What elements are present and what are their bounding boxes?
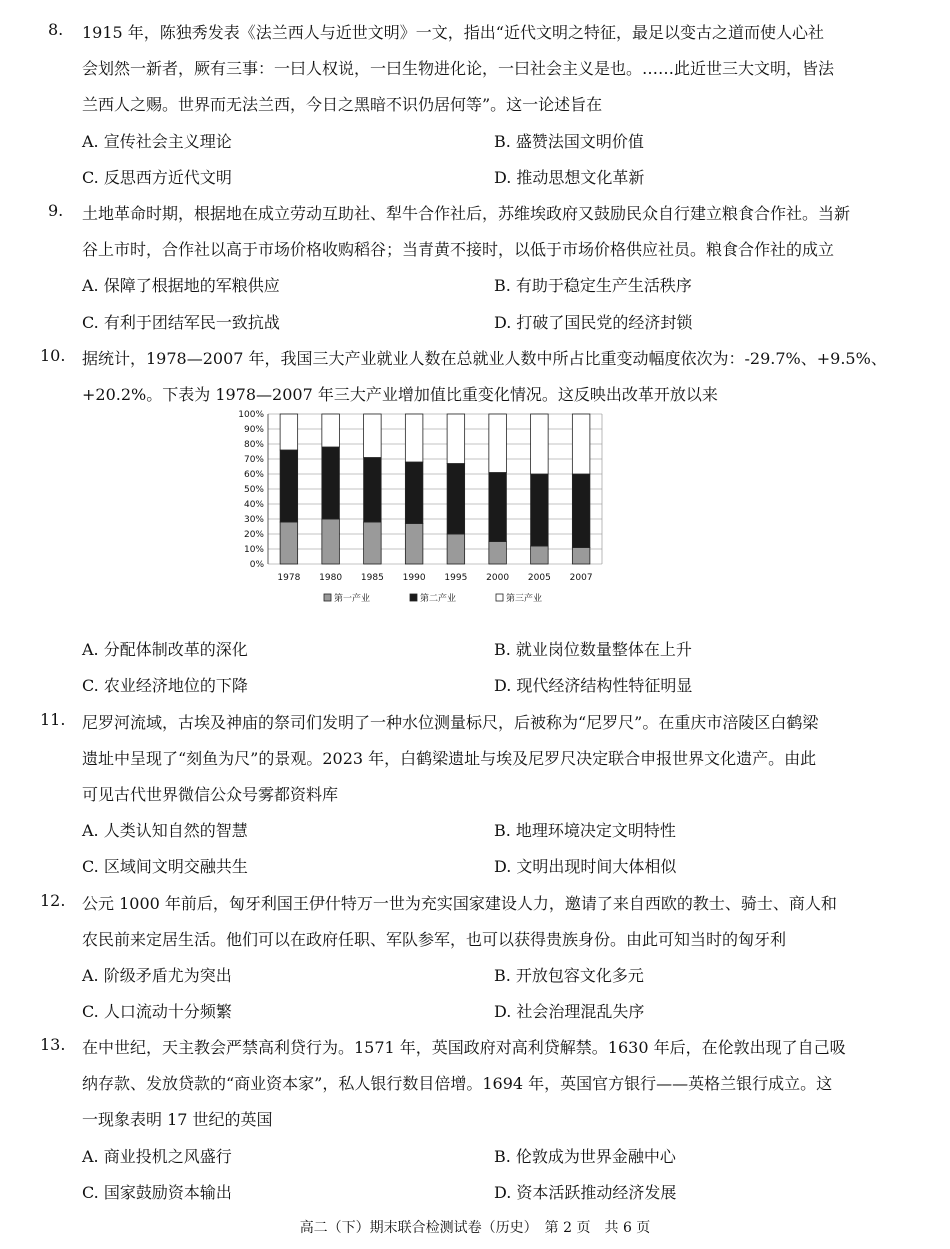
bar-3-1995 (447, 414, 465, 464)
y-tick-label: 40% (243, 500, 264, 510)
bar-3-1985 (364, 414, 382, 458)
x-axis-ticks (277, 573, 592, 583)
question-number: 11. (40, 710, 66, 729)
option-b: B. 有助于稳定生产生活秩序 (494, 276, 692, 295)
x-tick-label: 1990 (402, 573, 426, 583)
bar-1-2005 (531, 546, 549, 564)
option-a: A. 人类认知自然的智慧 (82, 821, 248, 840)
bar-2-2005 (531, 474, 549, 546)
x-tick-label: 1980 (319, 573, 343, 583)
question-number: 8. (48, 20, 64, 39)
option-a: A. 阶级矛盾尤为突出 (82, 966, 232, 985)
bar-1-2000 (489, 542, 507, 565)
bar-1-1995 (447, 534, 465, 564)
question-text: 1915 年，陈独秀发表《法兰西人与近世文明》一文，指出“近代文明之特征，最足以变古之道而使人心社 (82, 23, 824, 42)
y-tick-label: 80% (243, 440, 264, 450)
option-d: D. 打破了国民党的经济封锁 (494, 313, 693, 332)
bar-1-2007 (572, 548, 590, 565)
question-number: 9. (48, 201, 64, 220)
industry-share-chart (232, 404, 612, 614)
question-text: 在中世纪，天主教会严禁高利贷行为。1571 年，英国政府对高利贷解禁。1630 年后，在伦敦出现了自己吸 (82, 1038, 846, 1057)
bar-2-1980 (322, 447, 340, 519)
option-c: C. 反思西方近代文明 (82, 168, 232, 187)
question-number: 13. (40, 1035, 66, 1054)
option-a: A. 商业投机之风盛行 (82, 1147, 232, 1166)
question-text: 据统计，1978—2007 年，我国三大产业就业人数在总就业人数中所占比重变动幅度依次为：-29.7%、+9.5%、 (82, 349, 887, 368)
bar-1-1990 (405, 524, 423, 565)
option-b: B. 开放包容文化多元 (494, 966, 644, 985)
bar-3-1990 (405, 414, 423, 462)
x-tick-label: 2000 (486, 573, 510, 583)
bar-3-2007 (572, 414, 590, 474)
option-a: A. 宣传社会主义理论 (82, 132, 232, 151)
x-tick-label: 2005 (527, 573, 551, 583)
option-c: C. 农业经济地位的下降 (82, 676, 248, 695)
legend-swatch (410, 594, 417, 601)
y-tick-label: 10% (243, 545, 264, 555)
bar-1-1978 (280, 522, 298, 564)
bar-1-1985 (364, 522, 382, 564)
y-tick-label: 70% (243, 455, 264, 465)
question-text: 公元 1000 年前后，匈牙利国王伊什特万一世为充实国家建设人力，邀请了来自西欧的教士、骑士、商人和 (82, 894, 837, 913)
question-text: 纳存款、发放贷款的“商业资本家”，私人银行数目倍增。1694 年，英国官方银行——英格兰银行成立。这 (82, 1074, 833, 1093)
bar-2-1990 (405, 462, 423, 524)
option-a: A. 保障了根据地的军粮供应 (82, 276, 280, 295)
question-text: 可见古代世界微信公众号雾都资料库 (82, 785, 339, 804)
bar-2-2007 (572, 474, 590, 548)
chart-grid (268, 414, 602, 564)
x-tick-label: 1995 (444, 573, 468, 583)
y-tick-label: 30% (243, 515, 264, 525)
question-text: 会划然一新者，厥有三事：一曰人权说，一曰生物进化论，一曰社会主义是也。……此近世三大文明，皆法 (82, 59, 835, 78)
option-d: D. 资本活跃推动经济发展 (494, 1183, 677, 1202)
y-tick-label: 90% (243, 425, 264, 435)
option-c: C. 有利于团结军民一致抗战 (82, 313, 280, 332)
page-footer: 高二（下）期末联合检测试卷（历史） 第 2 页 共 6 页 (299, 1220, 651, 1236)
y-tick-label: 20% (243, 530, 264, 540)
option-a: A. 分配体制改革的深化 (82, 640, 248, 659)
question-text: 尼罗河流域，古埃及神庙的祭司们发明了一种水位测量标尺，后被称为“尼罗尺”。在重庆市涪陵区白鹤梁 (82, 713, 819, 732)
option-b: B. 就业岗位数量整体在上升 (494, 640, 692, 659)
question-text: 土地革命时期，根据地在成立劳动互助社、犁牛合作社后，苏维埃政府又鼓励民众自行建立粮食合作社。当新 (82, 204, 851, 223)
bar-2-1978 (280, 450, 298, 522)
question-text: 遗址中呈现了“刻鱼为尺”的景观。2023 年，白鹤梁遗址与埃及尼罗尺决定联合申报世界文化遗产。由此 (82, 749, 817, 768)
x-tick-label: 1985 (360, 573, 384, 583)
question-number: 10. (40, 346, 66, 365)
option-c: C. 国家鼓励资本输出 (82, 1183, 232, 1202)
bar-3-2005 (531, 414, 549, 474)
option-c: C. 人口流动十分频繁 (82, 1002, 232, 1021)
y-tick-label: 100% (238, 410, 264, 420)
legend-swatch (324, 594, 331, 601)
y-tick-label: 50% (243, 485, 264, 495)
question-text: 谷上市时，合作社以高于市场价格收购稻谷；当青黄不接时，以低于市场价格供应社员。粮食合作社的成立 (82, 240, 835, 259)
bar-3-2000 (489, 414, 507, 473)
question-text: 农民前来定居生活。他们可以在政府任职、军队参军，也可以获得贵族身份。由此可知当时的匈牙利 (82, 930, 787, 949)
y-tick-label: 0% (249, 560, 264, 570)
option-b: B. 伦敦成为世界金融中心 (494, 1147, 676, 1166)
bar-2-1995 (447, 464, 465, 535)
bar-3-1980 (322, 414, 340, 447)
x-tick-label: 2007 (569, 573, 593, 583)
legend-swatch (496, 594, 503, 601)
bar-2-1985 (364, 458, 382, 523)
option-c: C. 区域间文明交融共生 (82, 857, 248, 876)
option-b: B. 盛赞法国文明价值 (494, 132, 644, 151)
option-d: D. 现代经济结构性特征明显 (494, 676, 693, 695)
question-text: +20.2%。下表为 1978—2007 年三大产业增加值比重变化情况。这反映出改革开放以来 (82, 385, 718, 404)
option-b: B. 地理环境决定文明特性 (494, 821, 676, 840)
bar-1-1980 (322, 519, 340, 564)
y-axis-ticks (238, 410, 264, 570)
x-tick-label: 1978 (277, 573, 301, 583)
bar-2-2000 (489, 473, 507, 542)
legend-label: 第三产业 (506, 594, 543, 604)
option-d: D. 推动思想文化革新 (494, 168, 645, 187)
question-number: 12. (40, 891, 66, 910)
bar-3-1978 (280, 414, 298, 450)
y-tick-label: 60% (243, 470, 264, 480)
chart-legend (324, 592, 542, 604)
option-d: D. 文明出现时间大体相似 (494, 857, 677, 876)
question-text: 兰西人之赐。世界而无法兰西，今日之黑暗不识仍居何等”。这一论述旨在 (82, 95, 603, 114)
legend-label: 第一产业 (334, 594, 371, 604)
legend-label: 第二产业 (420, 594, 457, 604)
question-text: 一现象表明 17 世纪的英国 (82, 1110, 273, 1129)
option-d: D. 社会治理混乱失序 (494, 1002, 645, 1021)
